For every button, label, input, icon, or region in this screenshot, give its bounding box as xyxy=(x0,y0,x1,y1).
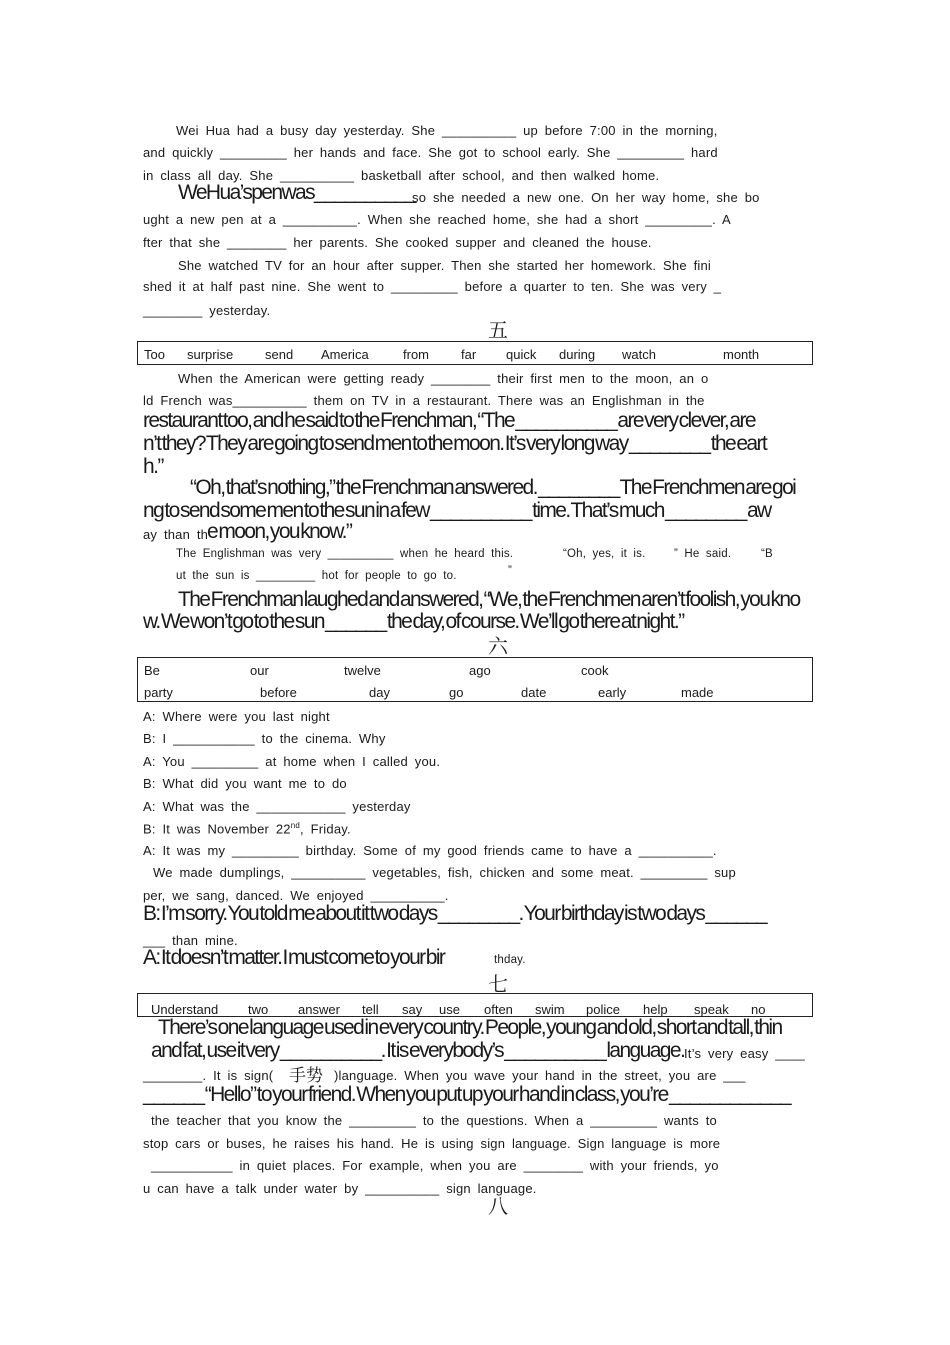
section5-line-8b: e moon, you know.” xyxy=(207,520,352,543)
word-bank-item: cook xyxy=(581,663,609,678)
word-bank-item: our xyxy=(250,663,269,678)
section5-line-4: n’t they? They are going to send men to the moon. It’s very long way ________ the eart xyxy=(143,432,767,455)
section6-line-6 xyxy=(143,821,808,836)
section5-number: 五 xyxy=(488,318,508,342)
word-bank-item: police xyxy=(586,1002,620,1017)
section6-line-3: A: You _________ at home when I called you. xyxy=(143,754,441,769)
passage4-line-9: ________ yesterday. xyxy=(143,303,271,318)
section6-line-11: ___ than mine. xyxy=(143,933,238,948)
line-text: , Friday. xyxy=(300,821,351,837)
chinese-gloss: 手势 xyxy=(289,1066,323,1086)
section7-line-6: stop cars or buses, he raises his hand. He is using sign language. Sign language is more xyxy=(143,1136,721,1151)
section5-line-9c: ” He said. xyxy=(674,548,732,560)
passage4-line-8: shed it at half past nine. She went to _________ before a quarter to ten. She was very _ xyxy=(143,279,722,294)
passage4-line-1: Wei Hua had a busy day yesterday. She __________ up before 7:00 in the morning, xyxy=(176,123,718,138)
word-bank-item: from xyxy=(403,347,429,362)
word-bank-item: often xyxy=(484,1002,513,1017)
word-bank-item: send xyxy=(265,347,294,362)
word-bank-item: Understand xyxy=(151,1002,219,1017)
section6-line-10: B: I’m sorry. You told me about it two days ________. Your birthday is two days ______ xyxy=(143,902,767,925)
section7-line-5: the teacher that you know the _________ to the questions. When a _________ wants to xyxy=(151,1113,717,1128)
section7-word-box xyxy=(137,993,813,1017)
section5-line-2: ld French was__________ them on TV in a restaurant. There was an Englishman in the xyxy=(143,393,705,408)
section5-line-9b: “Oh, yes, it is. xyxy=(563,548,646,560)
passage4-line-4a: WeHua’spenwas__________ xyxy=(178,181,415,204)
passage4-line-4b: so she needed a new one. On her way home, she bo xyxy=(412,190,760,205)
section7-line-3a: ________. It is sign( xyxy=(143,1068,274,1083)
section6-line-1: A: Where were you last night xyxy=(143,709,330,724)
word-bank-item: party xyxy=(144,685,173,700)
word-bank-item: far xyxy=(461,347,477,362)
passage4-line-7: She watched TV for an hour after supper. Then she started her homework. She fini xyxy=(178,258,712,273)
word-bank-item: watch xyxy=(622,347,656,362)
word-bank-item: use xyxy=(439,1002,460,1017)
section5-line-8a: ay than th xyxy=(143,527,209,542)
section6-line-5: A: What was the ____________ yesterday xyxy=(143,799,411,814)
section5-line-11: The Frenchman laughed and answered, “We, the Frenchmen aren’t foolish, you kno xyxy=(178,588,800,611)
section6-line-12a: A: It doesn’t matter. I must come to your bir xyxy=(143,946,445,969)
section6-line-7: A: It was my _________ birthday. Some of my good friends came to have a __________. xyxy=(143,843,717,858)
section5-line-9d: “B xyxy=(761,548,773,560)
section7-line-2a: and fat, use it very __________. It is everybody’s __________ language. xyxy=(151,1039,685,1062)
word-bank-item: day xyxy=(369,685,390,700)
word-bank-item: date xyxy=(521,685,547,700)
word-bank-item: help xyxy=(643,1002,668,1017)
word-bank-item: Too xyxy=(144,347,165,362)
section5-line-1: When the American were getting ready ________ their first men to the moon, an o xyxy=(178,371,709,386)
section6-line-8: We made dumplings, __________ vegetables, fish, chicken and some meat. _________ sup xyxy=(153,865,736,880)
section5-line-7: ng to send some men to the sun in a few __________ time. That’s much ________ aw xyxy=(143,499,771,522)
section5-line-12: w. We won’t go to the sun ______ the day, of course. We’ll go there at night.” xyxy=(143,610,684,633)
section7-line-3b: )language. When you wave your hand in the street, you are ___ xyxy=(334,1068,746,1083)
word-bank-item: tell xyxy=(362,1002,379,1017)
section7-number: 七 xyxy=(488,972,508,996)
word-bank-item: ago xyxy=(469,663,491,678)
passage4-line-2: and quickly _________ her hands and face. She got to school early. She _________ hard xyxy=(143,145,718,160)
line-text: B: It was November 22 xyxy=(143,821,291,837)
word-bank-item: speak xyxy=(694,1002,729,1017)
passage4-line-6: fter that she ________ her parents. She cooked supper and cleaned the house. xyxy=(143,235,652,250)
word-bank-item: no xyxy=(751,1002,766,1017)
section6-line-4: B: What did you want me to do xyxy=(143,776,347,791)
section5-line-5: h.” xyxy=(143,455,163,478)
section7-line-8: u can have a talk under water by __________ sign language. xyxy=(143,1181,537,1196)
section5-line-10: ut the sun is _________ hot for people to go to. xyxy=(176,570,457,582)
word-bank-item: two xyxy=(248,1002,269,1017)
passage4-line-3: in class all day. She __________ basketball after school, and then walked home. xyxy=(143,168,660,183)
section5-line-9: The Englishman was very __________ when he heard this. xyxy=(176,548,514,560)
word-bank-item: month xyxy=(723,347,760,362)
word-bank-item: quick xyxy=(506,347,537,362)
word-bank-item: America xyxy=(321,347,369,362)
word-bank-item: answer xyxy=(298,1002,340,1017)
word-bank-item: go xyxy=(449,685,464,700)
passage4-line-5: ught a new pen at a __________. When she reached home, she had a short _________. A xyxy=(143,212,731,227)
ordinal-suffix: nd xyxy=(290,821,301,830)
section5-line-10b: ” xyxy=(508,565,513,577)
section5-word-box xyxy=(137,341,813,365)
section6-word-box xyxy=(137,657,813,702)
section6-line-2: B: I ___________ to the cinema. Why xyxy=(143,731,386,746)
section8-number: 八 xyxy=(488,1194,508,1218)
section6-line-9: per, we sang, danced. We enjoyed __________. xyxy=(143,888,449,903)
section7-line-4: ______ “Hello” to your friend. When you put up your hand in class, you’re ____________ xyxy=(143,1083,790,1106)
word-bank-item: twelve xyxy=(344,663,381,678)
word-bank-item: made xyxy=(681,685,714,700)
word-bank-item: Be xyxy=(144,663,160,678)
section7-line-2b: It’s very easy ____ xyxy=(684,1046,805,1061)
word-bank-item: before xyxy=(260,685,297,700)
word-bank-item: surprise xyxy=(187,347,234,362)
section5-line-6: “Oh, that’s nothing,” the Frenchman answered. ________ The Frenchmen are goi xyxy=(190,476,796,499)
word-bank-item: swim xyxy=(535,1002,565,1017)
word-bank-item: say xyxy=(402,1002,423,1017)
word-bank-item: early xyxy=(598,685,627,700)
word-bank-item: during xyxy=(559,347,596,362)
section5-line-3: restaurant too, and he said to the Frenchman, “The __________ are very clever, are xyxy=(143,409,755,432)
section7-line-1: There’s one language used in every country. People, young and old, short and tall, thin xyxy=(158,1016,782,1039)
section6-number: 六 xyxy=(488,634,508,658)
section7-line-7: ___________ in quiet places. For example, when you are ________ with your friends, yo xyxy=(151,1158,719,1173)
section6-line-12b: thday. xyxy=(494,954,526,966)
